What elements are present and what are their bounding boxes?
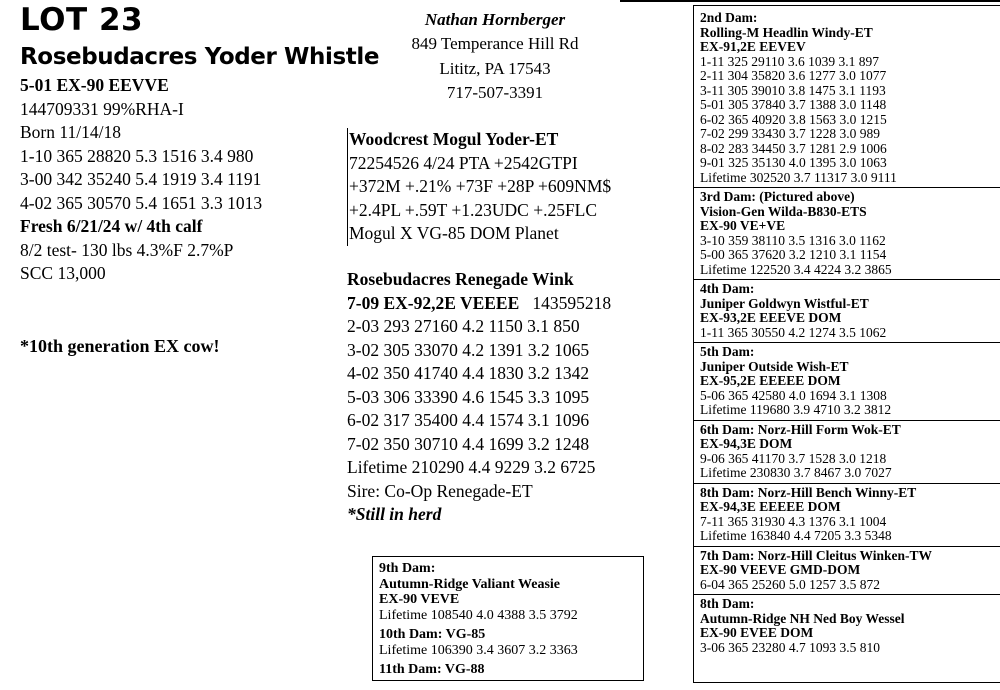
sire-line: Mogul X VG-85 DOM Planet bbox=[349, 223, 559, 244]
dam-record: Lifetime 122520 3.4 4224 3.2 3865 bbox=[700, 261, 892, 277]
dam-record: Lifetime 230830 3.7 8467 3.0 7027 bbox=[700, 465, 892, 480]
sire-block bbox=[347, 128, 611, 246]
cow-test: 8/2 test- 130 lbs 4.3%F 2.7%P bbox=[20, 239, 234, 260]
dam-heading: 2nd Dam: bbox=[700, 10, 758, 25]
pedigree-dam-section bbox=[694, 342, 1000, 418]
eleventh-dam-label: 11th Dam: VG-88 bbox=[379, 662, 485, 677]
ninth-dam-name: Autumn-Ridge Valiant Weasie bbox=[379, 576, 560, 592]
dam-detail: Juniper Goldwyn Wistful-ET bbox=[700, 295, 869, 311]
dam-record: 6-02 365 40920 3.8 1563 3.0 1215 bbox=[700, 111, 887, 127]
dam-sire: Sire: Co-Op Renegade-ET bbox=[347, 480, 533, 501]
dam-heading: 7th Dam: Norz-Hill Cleitus Winken-TW bbox=[700, 547, 933, 563]
dam-detail: EX-95,2E EEEEE DOM bbox=[700, 373, 841, 388]
pedigree-box bbox=[693, 5, 1000, 683]
dam-record: 5-03 306 33390 4.6 1545 3.3 1095 bbox=[347, 386, 590, 407]
pedigree-dam-section bbox=[694, 546, 1000, 593]
dam-heading: 3rd Dam: (Pictured above) bbox=[700, 189, 855, 204]
cow-scc: SCC 13,000 bbox=[20, 263, 106, 283]
dam-record: 7-11 365 31930 4.3 1376 3.1 1004 bbox=[700, 513, 887, 529]
sire-line: 72254526 4/24 PTA +2542GTPI bbox=[349, 152, 578, 173]
dam-heading: 6th Dam: Norz-Hill Form Wok-ET bbox=[700, 421, 901, 437]
dam-record: 5-01 305 37840 3.7 1388 3.0 1148 bbox=[700, 97, 887, 112]
owner-name: Nathan Hornberger bbox=[424, 10, 566, 29]
owner-block bbox=[390, 8, 600, 105]
dam-record: 7-02 350 30710 4.4 1699 3.2 1248 bbox=[347, 433, 590, 454]
dam-detail: EX-91,2E EEVEV bbox=[700, 39, 806, 54]
pedigree-dam-section bbox=[694, 483, 1000, 544]
tenth-dam-lifetime: Lifetime 106390 3.4 3607 3.2 3363 bbox=[379, 642, 578, 658]
dam-record: 3-02 305 33070 4.2 1391 3.2 1065 bbox=[347, 339, 590, 360]
dam-record: 9-06 365 41170 3.7 1528 3.0 1218 bbox=[700, 450, 887, 466]
ninth-dam-classification: EX-90 VEVE bbox=[379, 592, 460, 607]
owner-address: 849 Temperance Hill Rd bbox=[411, 34, 579, 54]
pedigree-dam-section bbox=[694, 11, 1000, 185]
tenth-dam-label: 10th Dam: VG-85 bbox=[379, 627, 486, 642]
cow-birth-date: Born 11/14/18 bbox=[20, 122, 121, 142]
dam-record: 9-01 325 35130 4.0 1395 3.0 1063 bbox=[700, 155, 887, 170]
lot-number: LOT 23 bbox=[20, 2, 144, 38]
dam-name: Rosebudacres Renegade Wink bbox=[347, 269, 574, 289]
lower-dams-box bbox=[372, 556, 644, 681]
generation-note: *10th generation EX cow! bbox=[20, 336, 220, 356]
pedigree-dam-section bbox=[694, 279, 1000, 340]
cow-record: 1-10 365 28820 5.3 1516 3.4 980 bbox=[20, 145, 254, 166]
cow-info bbox=[20, 74, 262, 286]
top-divider bbox=[620, 0, 1000, 2]
dam-heading: 4th Dam: bbox=[700, 281, 755, 296]
dam-detail: EX-94,3E DOM bbox=[700, 436, 793, 451]
dam-record: 2-03 293 27160 4.2 1150 3.1 850 bbox=[347, 316, 580, 336]
dam-detail: EX-90 VEEVE GMD-DOM bbox=[700, 562, 861, 577]
dam-record: Lifetime 119680 3.9 4710 3.2 3812 bbox=[700, 402, 892, 417]
dam-class-line bbox=[347, 292, 611, 316]
pedigree-dam-section bbox=[694, 420, 1000, 481]
dam-record: 5-06 365 42580 4.0 1694 3.1 1308 bbox=[700, 387, 887, 403]
dam-record: 5-00 365 37620 3.2 1210 3.1 1154 bbox=[700, 247, 887, 262]
owner-phone: 717-507-3391 bbox=[446, 82, 544, 102]
dam-detail: EX-90 EVEE DOM bbox=[700, 625, 814, 640]
owner-city: Lititz, PA 17543 bbox=[439, 58, 551, 78]
sire-line: +372M +.21% +73F +28P +609NM$ bbox=[349, 176, 612, 197]
pedigree-dam-section bbox=[694, 187, 1000, 277]
dam-record: 1-11 325 29110 3.6 1039 3.1 897 bbox=[700, 53, 879, 69]
dam-heading: 5th Dam: bbox=[700, 344, 755, 359]
dam-record: 2-11 304 35820 3.6 1277 3.0 1077 bbox=[700, 68, 887, 83]
dam-record: 6-04 365 25260 5.0 1257 3.5 872 bbox=[700, 576, 880, 592]
dam-classification: 7-09 EX-92,2E VEEEE bbox=[347, 292, 520, 313]
dam-record: 3-11 305 39010 3.8 1475 3.1 1193 bbox=[700, 82, 886, 98]
cow-registration: 144709331 99%RHA-I bbox=[20, 98, 184, 119]
dam-detail: EX-93,2E EEEVE DOM bbox=[700, 310, 842, 325]
dam-detail: EX-94,3E EEEEE DOM bbox=[700, 499, 841, 514]
dam-record: 3-06 365 23280 4.7 1093 3.5 810 bbox=[700, 639, 880, 655]
dam-record: Lifetime 163840 4.4 7205 3.3 5348 bbox=[700, 528, 892, 543]
cow-record: 3-00 342 35240 5.4 1919 3.4 1191 bbox=[20, 169, 262, 189]
cow-classification: 5-01 EX-90 EEVVE bbox=[20, 75, 169, 95]
dam-detail: EX-90 VE+VE bbox=[700, 218, 786, 233]
dam-detail: Rolling-M Headlin Windy-ET bbox=[700, 24, 873, 40]
ninth-dam-label: 9th Dam: bbox=[379, 561, 436, 576]
dam-registration: 143595218 bbox=[532, 292, 612, 313]
dam-detail: Juniper Outside Wish-ET bbox=[700, 358, 849, 374]
dam-detail: Vision-Gen Wilda-B830-ETS bbox=[700, 203, 867, 219]
cow-fresh-date: Fresh 6/21/24 w/ 4th calf bbox=[20, 216, 203, 236]
sire-line: +2.4PL +.59T +1.23UDC +.25FLC bbox=[349, 199, 598, 220]
dam-detail: Autumn-Ridge NH Ned Boy Wessel bbox=[700, 610, 905, 626]
dam-record: 3-10 359 38110 3.5 1316 3.0 1162 bbox=[700, 232, 886, 248]
ninth-dam-lifetime: Lifetime 108540 4.0 4388 3.5 3792 bbox=[379, 607, 578, 623]
sire-name: Woodcrest Mogul Yoder-ET bbox=[349, 129, 559, 149]
cow-record: 4-02 365 30570 5.4 1651 3.3 1013 bbox=[20, 192, 263, 213]
dam-block bbox=[347, 268, 611, 527]
cow-name: Rosebudacres Yoder Whistle bbox=[20, 44, 380, 70]
dam-record: 7-02 299 33430 3.7 1228 3.0 989 bbox=[700, 126, 880, 141]
dam-heading: 8th Dam: bbox=[700, 596, 755, 611]
dam-note: *Still in herd bbox=[347, 504, 442, 524]
dam-record: 6-02 317 35400 4.4 1574 3.1 1096 bbox=[347, 410, 590, 430]
dam-record: Lifetime 302520 3.7 11317 3.0 9111 bbox=[700, 169, 897, 185]
dam-record: 1-11 365 30550 4.2 1274 3.5 1062 bbox=[700, 324, 887, 340]
dam-record: 4-02 350 41740 4.4 1830 3.2 1342 bbox=[347, 363, 590, 383]
dam-lifetime: Lifetime 210290 4.4 9229 3.2 6725 bbox=[347, 457, 596, 477]
pedigree-dam-section bbox=[694, 594, 1000, 655]
dam-record: 8-02 283 34450 3.7 1281 2.9 1006 bbox=[700, 140, 887, 156]
dam-heading: 8th Dam: Norz-Hill Bench Winny-ET bbox=[700, 484, 917, 500]
